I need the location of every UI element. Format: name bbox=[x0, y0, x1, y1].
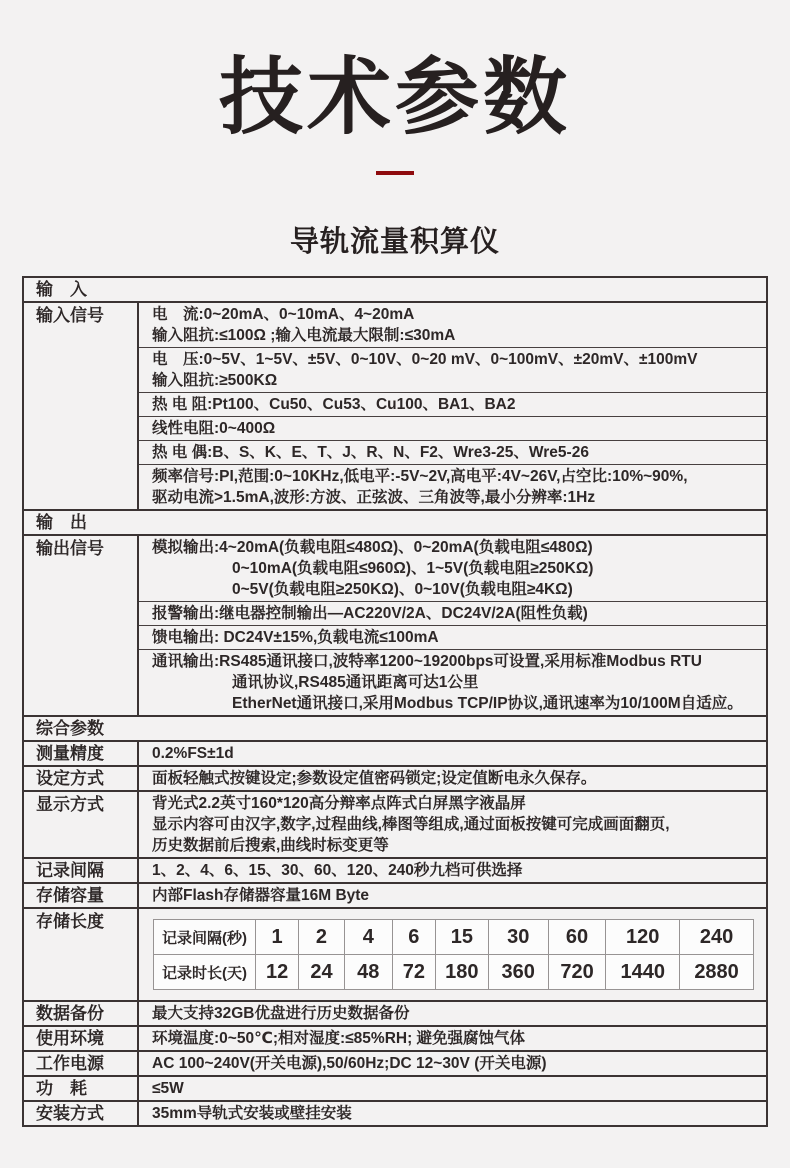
row-value-installation: 35mm导轨式安装或壁挂安装 bbox=[137, 1102, 766, 1125]
row-value-backup: 最大支持32GB优盘进行历史数据备份 bbox=[137, 1002, 766, 1025]
storage-table-cell: 60 bbox=[548, 920, 606, 955]
storage-length-content bbox=[137, 909, 766, 1000]
subrow-linear-resistance-input bbox=[139, 416, 766, 440]
storage-table-row-durations bbox=[154, 955, 754, 990]
text-line: 通讯协议,RS485通讯距离可达1公里 bbox=[232, 674, 479, 692]
section-row-input bbox=[24, 278, 766, 301]
subrow-alarm-output bbox=[139, 601, 766, 625]
text-line: 背光式2.2英寸160*120高分辩率点阵式白屏黑字液晶屏 bbox=[152, 795, 526, 813]
row-label-power-consumption: 功 耗 bbox=[36, 1079, 87, 1099]
storage-table-cell: 360 bbox=[488, 955, 548, 990]
text-line: 报警输出:继电器控制输出—AC220V/2A、DC24V/2A(阻性负载) bbox=[152, 605, 588, 623]
text-line: 频率信号:PI,范围:0~10KHz,低电平:-5V~2V,高电平:4V~26V,占空比:10%~90%, bbox=[152, 468, 688, 486]
row-label-installation: 安装方式 bbox=[36, 1104, 104, 1124]
row-label-accuracy: 测量精度 bbox=[36, 744, 104, 764]
spec-row-setting bbox=[24, 765, 766, 790]
spec-row-output-signal bbox=[24, 534, 766, 715]
spec-table bbox=[22, 276, 768, 1127]
row-value-setting: 面板轻触式按键设定;参数设定值密码锁定;设定值断电永久保存。 bbox=[137, 767, 766, 790]
subrow-display-lines bbox=[139, 792, 766, 857]
storage-table-cell: 6 bbox=[392, 920, 435, 955]
storage-table-cell: 15 bbox=[435, 920, 488, 955]
text-line: 馈电输出: DC24V±15%,负载电流≤100mA bbox=[152, 629, 439, 647]
text-line: 线性电阻:0~400Ω bbox=[152, 420, 276, 438]
text-line: 输入阻抗:≥500KΩ bbox=[152, 372, 278, 390]
row-value-storage-capacity: 内部Flash存储器容量16M Byte bbox=[137, 884, 766, 907]
section-label-output: 输 出 bbox=[36, 513, 87, 533]
text-line: 热 电 偶:B、S、K、E、T、J、R、N、F2、Wre3-25、Wre5-26 bbox=[152, 444, 589, 462]
storage-table-cell: 1440 bbox=[606, 955, 680, 990]
storage-table-cell: 720 bbox=[548, 955, 606, 990]
spec-row-display bbox=[24, 790, 766, 857]
storage-table-cell: 4 bbox=[344, 920, 392, 955]
storage-table-cell: 2880 bbox=[680, 955, 754, 990]
row-value-power-consumption: ≤5W bbox=[137, 1077, 766, 1100]
storage-table-cell: 120 bbox=[606, 920, 680, 955]
subrow-comm-output bbox=[139, 649, 766, 715]
storage-table-cell: 30 bbox=[488, 920, 548, 955]
subrow-feed-output bbox=[139, 625, 766, 649]
spec-row-backup bbox=[24, 1000, 766, 1025]
section-label-general: 综合参数 bbox=[36, 719, 104, 739]
spec-row-installation bbox=[24, 1100, 766, 1125]
row-label-power-supply: 工作电源 bbox=[36, 1054, 104, 1074]
storage-table-cell: 180 bbox=[435, 955, 488, 990]
spec-row-record-interval bbox=[24, 857, 766, 882]
row-label-output-signal: 输出信号 bbox=[36, 539, 104, 559]
row-value-power-supply: AC 100~240V(开关电源),50/60Hz;DC 12~30V (开关电源) bbox=[137, 1052, 766, 1075]
spec-row-accuracy bbox=[24, 740, 766, 765]
storage-length-table bbox=[153, 919, 754, 990]
storage-table-header-duration: 记录时长(天) bbox=[154, 955, 256, 990]
storage-table-cell: 72 bbox=[392, 955, 435, 990]
spec-row-power-consumption bbox=[24, 1075, 766, 1100]
text-line: 通讯输出:RS485通讯接口,波特率1200~19200bps可设置,采用标准Modbus RTU bbox=[152, 653, 702, 671]
subrow-frequency-input bbox=[139, 464, 766, 509]
spec-row-storage-capacity bbox=[24, 882, 766, 907]
text-line: 驱动电流>1.5mA,波形:方波、正弦波、三角波等,最小分辨率:1Hz bbox=[152, 489, 596, 507]
title-accent-dash bbox=[376, 171, 414, 175]
display-content bbox=[137, 792, 766, 857]
text-line: 电 流:0~20mA、0~10mA、4~20mA bbox=[152, 306, 415, 324]
text-line: 历史数据前后搜索,曲线时标变更等 bbox=[152, 837, 389, 855]
text-line: 0~10mA(负载电阻≤960Ω)、1~5V(负载电阻≥250KΩ) bbox=[232, 560, 594, 578]
spec-row-power-supply bbox=[24, 1050, 766, 1075]
storage-table-cell: 48 bbox=[344, 955, 392, 990]
row-label-storage-capacity: 存储容量 bbox=[36, 886, 104, 906]
storage-table-cell: 2 bbox=[299, 920, 345, 955]
section-row-general bbox=[24, 715, 766, 740]
storage-table-header-interval: 记录间隔(秒) bbox=[154, 920, 256, 955]
subrow-rtd-input bbox=[139, 392, 766, 416]
text-line: EtherNet通讯接口,采用Modbus TCP/IP协议,通讯速率为10/100M自适应。 bbox=[232, 695, 743, 713]
subrow-current-input bbox=[139, 303, 766, 347]
output-signal-content bbox=[137, 536, 766, 715]
row-value-record-interval: 1、2、4、6、15、30、60、120、240秒九档可供选择 bbox=[137, 859, 766, 882]
row-label-input-signal: 输入信号 bbox=[36, 306, 104, 326]
row-label-setting: 设定方式 bbox=[36, 769, 104, 789]
subrow-voltage-input bbox=[139, 347, 766, 392]
section-label-input: 输 入 bbox=[36, 280, 87, 300]
row-value-environment: 环境温度:0~50℃;相对湿度:≤85%RH; 避免强腐蚀气体 bbox=[137, 1027, 766, 1050]
text-line: 模拟输出:4~20mA(负载电阻≤480Ω)、0~20mA(负载电阻≤480Ω) bbox=[152, 539, 593, 557]
text-line: 电 压:0~5V、1~5V、±5V、0~10V、0~20 mV、0~100mV、±20mV、±100mV bbox=[152, 351, 698, 369]
storage-table-cell: 1 bbox=[256, 920, 299, 955]
row-label-record-interval: 记录间隔 bbox=[36, 861, 104, 881]
product-subtitle: 导轨流量积算仪 bbox=[289, 226, 500, 259]
row-value-accuracy: 0.2%FS±1d bbox=[137, 742, 766, 765]
text-line: 输入阻抗:≤100Ω ;输入电流最大限制:≤30mA bbox=[152, 327, 456, 345]
text-line: 显示内容可由汉字,数字,过程曲线,棒图等组成,通过面板按键可完成画面翻页, bbox=[152, 816, 670, 834]
storage-length-table-wrap bbox=[139, 909, 766, 1000]
storage-table-cell: 12 bbox=[256, 955, 299, 990]
subrow-analog-output bbox=[139, 536, 766, 601]
row-label-environment: 使用环境 bbox=[36, 1029, 104, 1049]
row-label-storage-length: 存储长度 bbox=[36, 912, 104, 932]
spec-row-input-signal bbox=[24, 301, 766, 509]
spec-row-environment bbox=[24, 1025, 766, 1050]
page-title: 技术参数 bbox=[218, 50, 571, 144]
row-label-backup: 数据备份 bbox=[36, 1004, 104, 1024]
storage-table-cell: 240 bbox=[680, 920, 754, 955]
storage-table-row-intervals bbox=[154, 920, 754, 955]
subrow-thermocouple-input bbox=[139, 440, 766, 464]
input-signal-content bbox=[137, 303, 766, 509]
row-label-display: 显示方式 bbox=[36, 795, 104, 815]
text-line: 热 电 阻:Pt100、Cu50、Cu53、Cu100、BA1、BA2 bbox=[152, 396, 516, 414]
section-row-output bbox=[24, 509, 766, 534]
storage-table-cell: 24 bbox=[299, 955, 345, 990]
spec-row-storage-length bbox=[24, 907, 766, 1000]
text-line: 0~5V(负载电阻≥250KΩ)、0~10V(负载电阻≥4KΩ) bbox=[232, 581, 573, 599]
